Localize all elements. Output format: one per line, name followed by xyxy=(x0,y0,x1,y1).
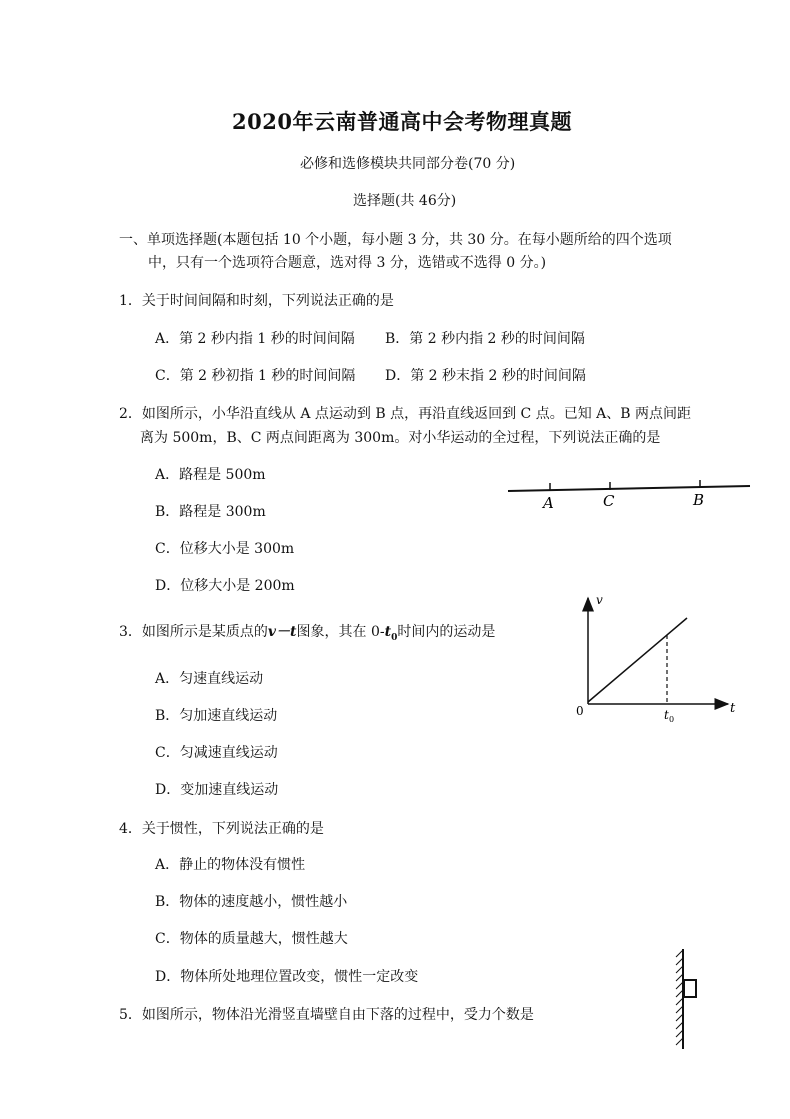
question-4-option-b: B．物体的速度越小，惯性越小 xyxy=(155,894,348,910)
instructions-line-2: 中，只有一个选项符合题意，选对得 3 分，选错或不选得 0 分。) xyxy=(148,255,547,271)
straight-line xyxy=(508,486,750,491)
point-label-c: C xyxy=(603,492,615,510)
question-1-option-b: B．第 2 秒内指 2 秒的时间间隔 xyxy=(385,331,585,347)
instructions-line-1: 一、单项选择题(本题包括 10 个小题，每小题 3 分，共 30 分。在每小题所给的四个选项 xyxy=(119,232,672,248)
question-3-vt-symbol: v－t xyxy=(267,624,297,640)
question-2-option-d: D．位移大小是 200m xyxy=(155,578,295,594)
question-1-option-d: D．第 2 秒末指 2 秒的时间间隔 xyxy=(385,368,586,384)
y-axis-label: v xyxy=(596,593,603,607)
question-3-stem-pre: 3．如图所示是某质点的 xyxy=(119,624,268,640)
question-3-stem-mid: 图象，其在 0- xyxy=(296,624,385,640)
question-3-stem-post: 时间内的运动是 xyxy=(397,624,496,640)
question-2-stem-line-2: 离为 500m，B、C 两点间距离为 300m。对小华运动的全过程，下列说法正确的是 xyxy=(140,430,661,446)
question-1-option-a: A．第 2 秒内指 1 秒的时间间隔 xyxy=(155,331,355,347)
question-2-option-a: A．路程是 500m xyxy=(155,467,266,483)
question-5-stem: 5．如图所示，物体沿光滑竖直墙壁自由下落的过程中，受力个数是 xyxy=(119,1007,534,1023)
question-1-stem: 1．关于时间间隔和时刻，下列说法正确的是 xyxy=(119,293,394,309)
question-4-option-a: A．静止的物体没有惯性 xyxy=(155,857,306,873)
question-2-option-b: B．路程是 300m xyxy=(155,504,266,520)
t0-label-subscript: 0 xyxy=(669,715,675,724)
question-2-figure-line xyxy=(500,470,760,520)
question-2-stem: 2．如图所示，小华沿直线从 A 点运动到 B 点，再沿直线返回到 C 点。已知 A、B 两点间距 xyxy=(119,406,692,422)
question-4-option-c: C．物体的质量越大，惯性越大 xyxy=(155,931,348,947)
question-3-vt-graph xyxy=(570,588,750,748)
page-subtitle: 必修和选修模块共同部分卷(70 分) xyxy=(300,156,516,172)
section-title: 选择题(共 46分) xyxy=(353,193,457,209)
origin-label: 0 xyxy=(576,704,584,718)
velocity-line xyxy=(588,618,687,702)
t0-label: t xyxy=(664,708,669,722)
question-3-option-b: B．匀加速直线运动 xyxy=(155,708,278,724)
question-5-wall-figure xyxy=(665,945,715,1053)
page-title: 2020年云南普通高中会考物理真题 xyxy=(232,109,572,134)
point-label-a: A xyxy=(543,494,554,512)
question-4-option-d: D．物体所处地理位置改变，惯性一定改变 xyxy=(155,969,419,985)
wall-hatching xyxy=(676,950,683,1045)
x-axis-label: t xyxy=(730,701,736,716)
question-2-option-c: C．位移大小是 300m xyxy=(155,541,295,557)
point-label-b: B xyxy=(693,491,705,509)
question-3-t0-subscript: 0 xyxy=(391,632,398,643)
question-3-stem xyxy=(119,621,495,643)
question-3-t0-symbol: t xyxy=(384,624,392,640)
question-3-option-d: D．变加速直线运动 xyxy=(155,782,279,798)
falling-block xyxy=(684,980,696,997)
question-3-option-c: C．匀减速直线运动 xyxy=(155,745,278,761)
question-4-stem: 4．关于惯性，下列说法正确的是 xyxy=(119,821,324,837)
question-3-option-a: A．匀速直线运动 xyxy=(155,671,264,687)
question-1-option-c: C．第 2 秒初指 1 秒的时间间隔 xyxy=(155,368,356,384)
